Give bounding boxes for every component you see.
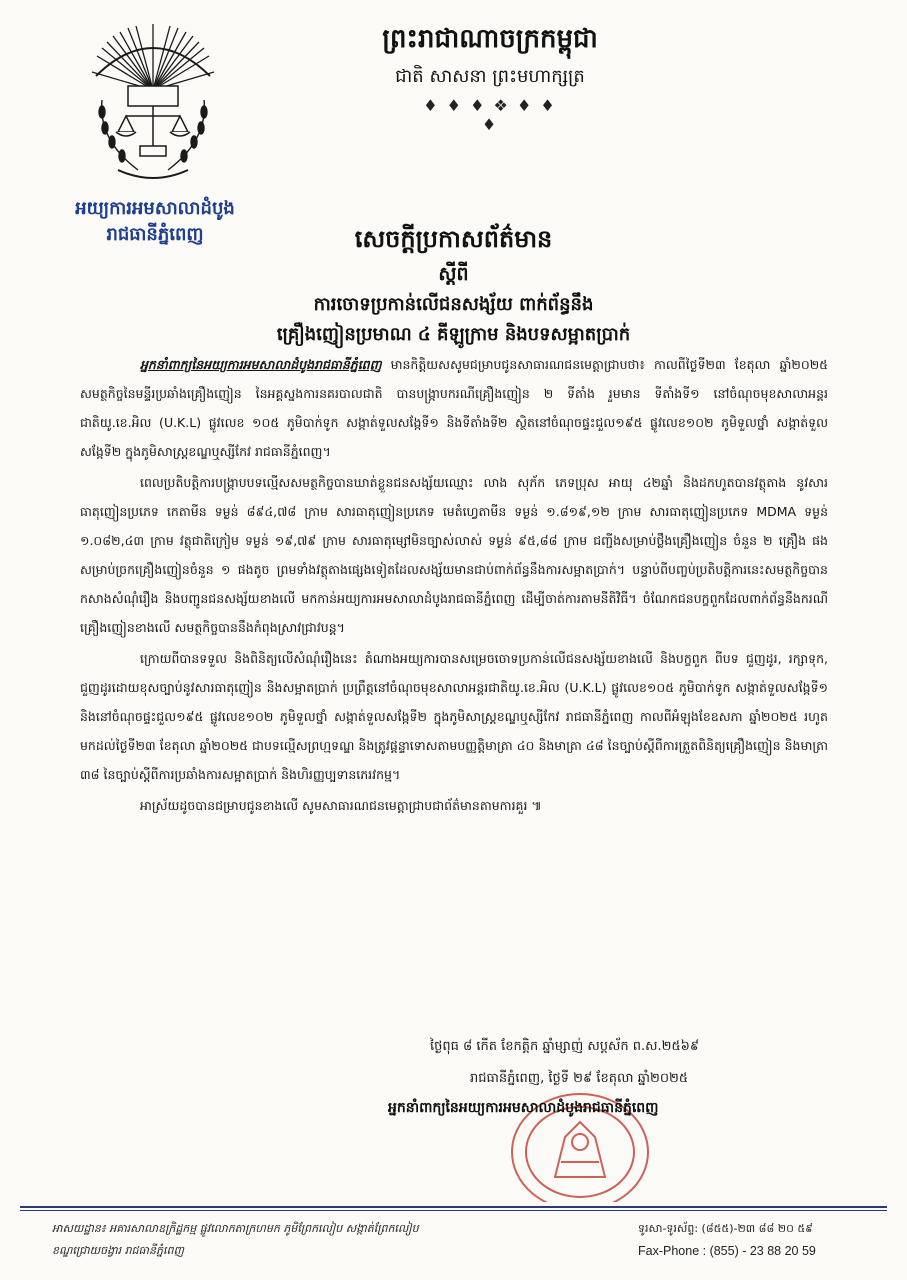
address-line-1: អាសយដ្ឋាន៖ អគារសាលាឧក្រិដ្ឋកម្ម ផ្លូវលោកតាក្រហមក ភូមិព្រែកលៀប សង្កាត់ព្រែកលៀប — [52, 1222, 419, 1235]
address-line-2: ខណ្ឌជ្រោយចង្វារ រាជធានីភ្នំពេញ — [52, 1244, 184, 1257]
document-subject-label: ស្តីពី — [438, 263, 469, 285]
footer-address — [52, 1218, 612, 1262]
body-paragraph-1 — [80, 350, 828, 466]
kingdom-heading: ព្រះរាជាណាចក្រកម្ពុជា — [382, 24, 598, 54]
fax-number: Fax-Phone : (855) - 23 88 20 59 — [638, 1244, 816, 1258]
solar-date: រាជធានីភ្នំពេញ, ថ្ងៃទី ២៩ ខែតុលា ឆ្នាំ២០២៥ — [470, 1071, 689, 1086]
signer-title: អ្នកនាំពាក្យនៃអយ្យការអមសាលាដំបូងរាជធានីភ្នំពេញ — [388, 1100, 659, 1116]
header-ornament: ♦ ♦ ♦ ❖ ♦ ♦ ♦ — [423, 96, 557, 134]
footer-divider — [20, 1206, 887, 1208]
body-paragraph-2: ពេលប្រតិបត្តិការបង្ក្រាបបទល្មើសសមត្ថកិច្ចបានឃាត់ខ្លួនជនសង្ស័យឈ្មោះ លាង សុភ័ក ភេទប្រុស អាយុ ៤២ឆ្នាំ និងដកហូតបានវត្ថុតាង នូវសារធាតុញៀនប្រភេទ កេតាមីន ទម្ងន់ ៨៩៤,៧៨ ក្រាម សារធាតុញៀនប្រភេទ មេតំហ្វេតាមីន ទម្ងន់ ១.៨១៩,១២ ក្រាម សារធាតុញៀនប្រភេទ MDMA ទម្ងន់ ១.០៨២,៤៣ ក្រាម វត្ថុជាតិក្រៀម ទម្ងន់ ១៩,៧៩ ក្រាម សារធាតុម្សៅមិនច្បាស់លាស់ ទម្ងន់ ៩៥,៨៨ ក្រាម ជញ្ជីងសម្រាប់ថ្លឹងគ្រឿងញៀន ចំនួន ២ គ្រឿង ផង សម្រាប់ច្រកគ្រឿងញៀនចំនួន ១ ផងតូច ព្រមទាំងវត្ថុតាងផ្សេងទៀតដែលសង្ស័យមានជាប់ពាក់ព័ន្ធនឹងការសម្អាតប្រាក់។ បន្ទាប់ពីបញ្ចប់ប្រតិបត្តិការនេះសមត្ថកិច្ចបានកសាងសំណុំរឿង និងបញ្ជូនជនសង្ស័យខាងលើ មកកាន់អយ្យការអមសាលាដំបូងរាជធានីភ្នំពេញ ដើម្បីចាត់ការតាមនីតិវិធី។ ចំណែកជនបក្ខពួកដែលពាក់ព័ន្ធនឹងករណីគ្រឿងញៀនខាងលើ សមត្ថកិច្ចបាននឹងកំពុងស្រាវជ្រាវបន្ត។ — [80, 475, 828, 635]
footer-divider-thin — [20, 1210, 887, 1211]
document-headline-2: គ្រឿងញៀនប្រមាណ ៤ គីឡូក្រាម និងបទសម្អាតប្រាក់ — [276, 324, 631, 345]
department-line-1: អយ្យការអមសាលាដំបូង — [75, 198, 235, 219]
department-line-2: រាជធានីភ្នំពេញ — [106, 224, 204, 246]
document-title: សេចក្តីប្រកាសព័ត៌មាន — [354, 224, 553, 253]
body-paragraph-3: ក្រោយពីបានទទួល និងពិនិត្យលើសំណុំរឿងនេះ តំណាងអយ្យការបានសម្រេចចោទប្រកាន់លើជនសង្ស័យខាងលើ និងបក្ខពួក ពីបទ ជួញដូរ, រក្សាទុក, ជួញដូរដោយខុសច្បាប់នូវសារធាតុញៀន និងសម្អាតប្រាក់ ប្រព្រឹត្តនៅចំណុចមុខសាលាអន្តរជាតិយូ.ខេ.អិល (U.K.L) ផ្លូវលេខ១០៥ ភូមិបាក់ទូក សង្កាត់ទួលសង្កែទី១ និងនៅចំណុចផ្ទះជួល១៩៥ ផ្លូវលេខ១០២ ភូមិទួលថ្នាំ សង្កាត់ទួលសង្កែទី២ ក្នុងភូមិសាស្រ្តខណ្ឌឬស្សីកែវ រាជធានីភ្នំពេញ កាលពីអំឡុងខែឧសភា ឆ្នាំ២០២៥ រហូតមកដល់ថ្ងៃទី២៣ ខែតុលា ឆ្នាំ២០២៥ ជាបទល្មើសព្រហ្មទណ្ឌ និងត្រូវផ្តន្ទាទោសតាមបញ្ញត្តិមាត្រា ៤០ និងមាត្រា ៤៨ នៃច្បាប់ស្តីពីការត្រួតពិនិត្យគ្រឿងញៀន និងមាត្រា ៣៨ នៃច្បាប់ស្តីពីការប្រឆាំងការសម្អាតប្រាក់ និងហិរញ្ញប្បទានភេរវកម្ម។ — [80, 651, 828, 782]
body-paragraph-1-text: មានកិត្តិយសសូមជម្រាបជូនសាធារណជនមេត្តាជ្រាបថា៖ កាលពីថ្ងៃទី២៣ ខែតុលា ឆ្នាំ២០២៥ សមត្ថកិច្ចនៃមន្ទីរប្រឆាំងគ្រឿងញៀន នៃអគ្គស្នងការនគរបាលជាតិ បានបង្ក្រាបករណីគ្រឿងញៀន ២ ទីតាំង រួមមាន ទីតាំងទី១ នៅចំណុចមុខសាលាអន្តរជាតិយូ.ខេ.អិល (U.K.L) ផ្លូវលេខ ១០៥ ភូមិបាក់ទូក សង្កាត់ទួលសង្កែទី១ និងទីតាំងទី២ ស្ថិតនៅចំណុចផ្ទះជួល១៩៥ ផ្លូវលេខ១០២ ភូមិទួលថ្នាំ សង្កាត់ទួលសង្កែទី២ ក្នុងភូមិសាស្រ្តខណ្ឌឬស្សីកែវ រាជធានីភ្នំពេញ។ — [80, 357, 828, 459]
national-motto: ជាតិ សាសនា ព្រះមហាក្សត្រ — [395, 66, 585, 87]
phone-number: ទូរសា-ទូរស័ព្ទ: (៨៥៥)-២៣ ៨៨ ២០ ៥៩ — [638, 1222, 813, 1235]
document-headline-1: ការចោទប្រកាន់លើជនសង្ស័យ ពាក់ព័ន្ធនឹង — [313, 294, 594, 315]
body-paragraph-4: អាស្រ័យដូចបានជម្រាបជូនខាងលើ សូមសាធារណជនមេត្តាជ្រាបជាព័ត៌មានតាមការគួរ ៕ — [140, 798, 542, 813]
document-body — [80, 350, 828, 822]
lunar-date: ថ្ងៃពុធ ៨ កើត ខែកត្តិក ឆ្នាំម្សាញ់ សប្តស័ក ព.ស.២៥៦៩ — [430, 1039, 700, 1054]
footer-contact — [638, 1218, 878, 1262]
spokesperson-label: អ្នកនាំពាក្យនៃអយ្យការអមសាលាដំបូងរាជធានីភ្នំពេញ — [140, 357, 382, 372]
prosecution-emblem-icon — [88, 20, 218, 190]
